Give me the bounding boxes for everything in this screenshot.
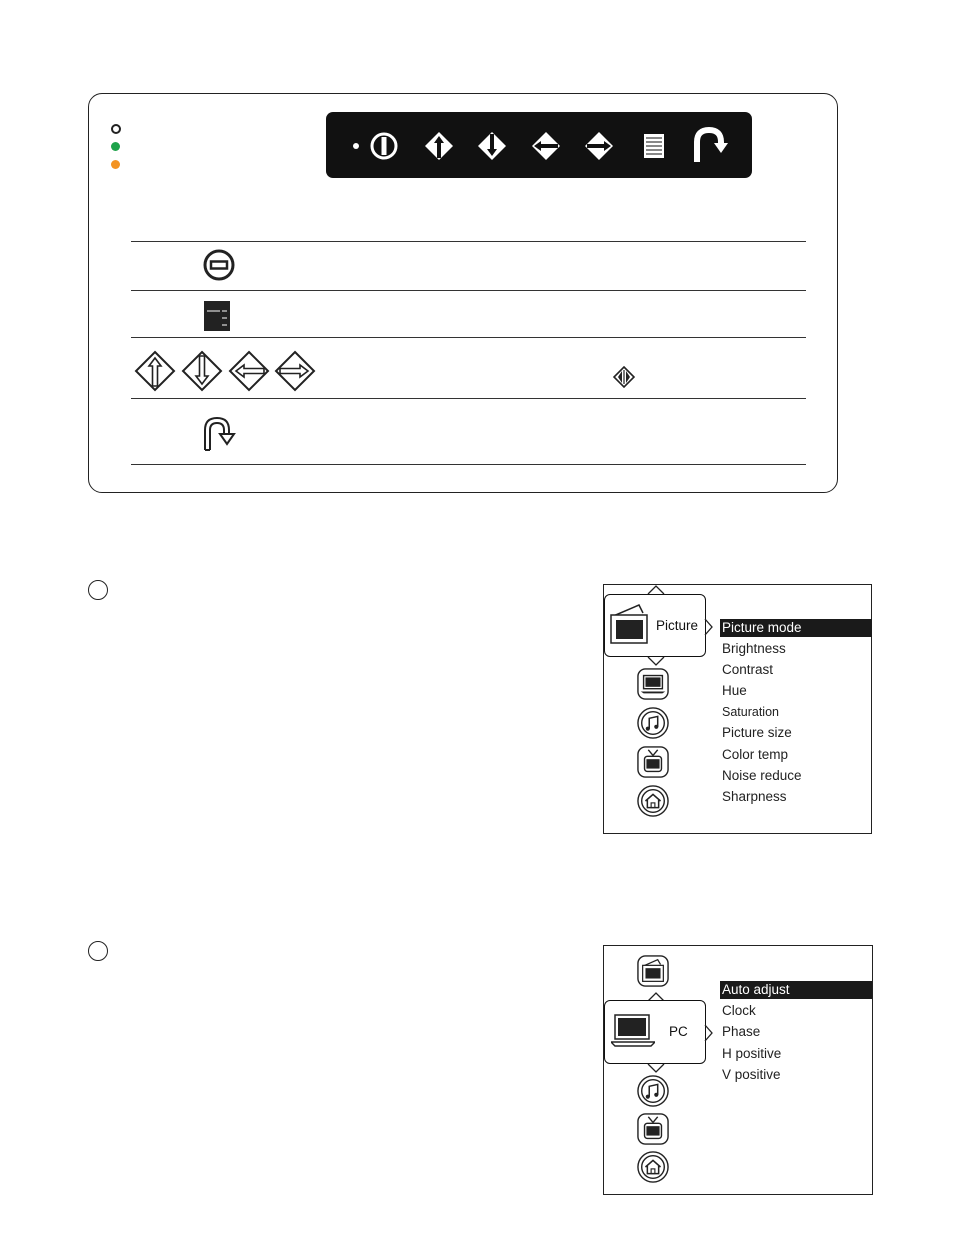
standby-led: [111, 124, 121, 134]
picture-icon: [609, 603, 655, 647]
power-led: [111, 142, 120, 151]
menu-item[interactable]: H positive: [722, 1046, 782, 1061]
table-divider: [131, 464, 806, 465]
chevron-down-icon: [647, 656, 665, 666]
signal-led: [111, 160, 120, 169]
picture-menu-screen: [603, 584, 872, 834]
step-marker: [88, 580, 108, 600]
chevron-right-icon: [704, 618, 714, 636]
picture-tab-icon[interactable]: [637, 955, 669, 987]
tv-tab-icon[interactable]: [637, 1113, 669, 1145]
menu-item[interactable]: Color temp: [722, 747, 789, 762]
down-arrow-icon: [183, 352, 221, 390]
menu-item[interactable]: Picture mode: [720, 619, 872, 637]
pc-tab-label: PC: [669, 1024, 688, 1039]
menu-item[interactable]: Clock: [722, 1003, 756, 1018]
table-divider: [131, 241, 806, 242]
menu-item[interactable]: Noise reduce: [722, 768, 802, 783]
pc-tab-icon[interactable]: [637, 668, 669, 700]
down-icon[interactable]: [478, 132, 506, 160]
menu-icon[interactable]: [644, 134, 664, 158]
menu-icon: [204, 301, 230, 331]
power-icon: [202, 248, 236, 282]
menu-item[interactable]: Contrast: [722, 662, 774, 677]
chevron-down-icon: [647, 1063, 665, 1073]
keypad-bar: [326, 112, 752, 178]
menu-item[interactable]: Auto adjust: [720, 981, 872, 999]
pc-tab[interactable]: [604, 1000, 706, 1064]
left-icon[interactable]: [532, 132, 560, 160]
power-icon[interactable]: [372, 134, 396, 158]
audio-tab-icon[interactable]: [637, 1075, 669, 1107]
return-icon[interactable]: [697, 130, 728, 162]
menu-item[interactable]: Hue: [722, 683, 747, 698]
return-icon: [200, 414, 236, 452]
picture-tab[interactable]: [604, 594, 706, 657]
menu-item[interactable]: Sharpness: [722, 789, 787, 804]
menu-item[interactable]: Brightness: [722, 641, 786, 656]
audio-tab-icon[interactable]: [637, 707, 669, 739]
up-arrow-icon: [136, 352, 174, 390]
up-down-icon: [613, 366, 635, 388]
menu-item[interactable]: V positive: [722, 1067, 781, 1082]
menu-item[interactable]: Picture size: [722, 725, 792, 740]
up-icon[interactable]: [425, 132, 453, 160]
right-icon[interactable]: [585, 132, 613, 160]
right-arrow-icon: [276, 352, 314, 390]
picture-tab-label: Picture: [656, 618, 699, 633]
chevron-right-icon: [704, 1024, 714, 1042]
setup-tab-icon[interactable]: [637, 1151, 669, 1183]
setup-tab-icon[interactable]: [637, 785, 669, 817]
pc-icon: [611, 1013, 655, 1049]
menu-item[interactable]: Saturation: [722, 705, 779, 719]
navigation-arrows: [134, 350, 318, 394]
menu-item[interactable]: Phase: [722, 1024, 761, 1039]
table-divider: [131, 337, 806, 338]
table-divider: [131, 290, 806, 291]
pc-menu-screen: [603, 945, 873, 1195]
step-marker: [88, 941, 108, 961]
left-arrow-icon: [230, 352, 268, 390]
table-divider: [131, 398, 806, 399]
tv-tab-icon[interactable]: [637, 746, 669, 778]
